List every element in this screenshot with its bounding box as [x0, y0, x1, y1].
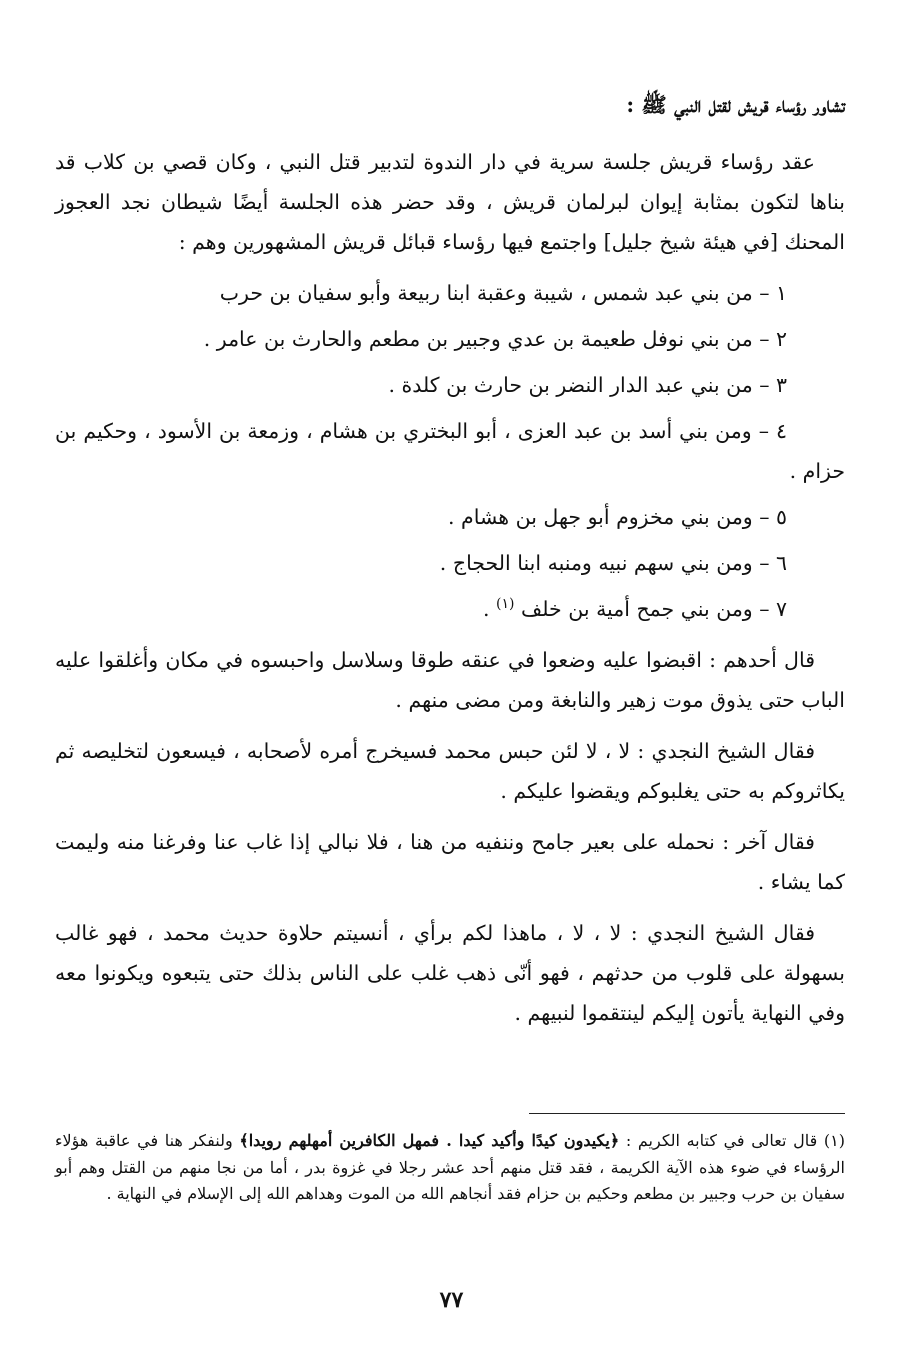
footnote-divider — [529, 1113, 845, 1114]
list-item-6: ٦ – ومن بني سهم نبيه ومنبه ابنا الحجاج . — [439, 551, 787, 575]
footnote — [55, 1128, 845, 1208]
footnote-reference: (١) — [496, 596, 515, 613]
list-item-7-end: . — [483, 597, 497, 621]
footnote-quran-verse: ﴿يكيدون كيدًا وأكيد كيدا . فمهل الكافرين أمهلهم رويدا﴾ — [239, 1131, 620, 1150]
list-item-5: ٥ – ومن بني مخزوم أبو جهل بن هشام . — [448, 505, 787, 529]
paragraph-3: فقال الشيخ النجدي : لا ، لا لئن حبس محمد فسيخرج أمره لأصحابه ، فيسعون لتخليصه ثم يكاثروكم به حتى يغلبوكم ويقضوا عليكم . — [55, 739, 845, 803]
footnote-rest: ولنفكر هنا في عاقبة هؤلاء الرؤساء في ضوء هذه الآية الكريمة ، فقد قتل منهم أحد عشر رجلا في غزوة بدر ، أما من نجا منهم من القتل وهم أبو سفيان بن حرب وجبير بن مطعم وحكيم بن حزام فقد أنجاهم الله من الموت وهداهم الله إلى الإسلام في النهاية . — [55, 1131, 845, 1203]
list-item-7-text: ٧ – ومن بني جمح أمية بن خلف — [521, 597, 787, 621]
section-heading: تشاور رؤساء قريش لقتل النبي ﷺ : — [626, 92, 845, 117]
list-item-4: ٤ – ومن بني أسد بن عبد العزى ، أبو البختري بن هشام ، وزمعة بن الأسود ، وحكيم بن حزام . — [55, 419, 845, 483]
footnote-number: (١) — [823, 1131, 845, 1150]
list-item-2: ٢ – من بني نوفل طعيمة بن عدي وجبير بن مطعم والحارث بن عامر . — [203, 327, 787, 351]
list-item-3: ٣ – من بني عبد الدار النضر بن حارث بن كلدة . — [388, 373, 787, 397]
paragraph-4: فقال آخر : نحمله على بعير جامح وننفيه من هنا ، فلا نبالي إذا غاب عنا وفرغنا منه وليمت كما يشاء . — [55, 830, 845, 894]
footnote-lead: قال تعالى في كتابه الكريم : — [619, 1131, 824, 1150]
paragraph-5: فقال الشيخ النجدي : لا ، لا ، ماهذا لكم برأي ، أنسيتم حلاوة حديث محمد ، فهو غالب بسهولة على قلوب من حدثهم ، فهو أنّى ذهب غلب على الناس بذلك حتى يتبعوه ويكونوا معه وفي النهاية يأتون إليكم لينتقموا لنبيهم . — [55, 921, 845, 1025]
paragraph-2: قال أحدهم : اقبضوا عليه وضعوا في عنقه طوقا وسلاسل واحبسوه في مكان وأغلقوا عليه الباب حتى يذوق موت زهير والنابغة ومن مضى منهم . — [55, 648, 845, 712]
page-number: ٧٧ — [439, 1287, 464, 1313]
list-item-7 — [55, 589, 845, 629]
list-item-1: ١ – من بني عبد شمس ، شيبة وعقبة ابنا ربيعة وأبو سفيان بن حرب — [219, 281, 787, 305]
main-text — [55, 142, 845, 1044]
intro-paragraph: عقد رؤساء قريش جلسة سرية في دار الندوة لتدبير قتل النبي ، وكان قصي بن كلاب قد بناها لتكون بمثابة إيوان لبرلمان قريش ، وقد حضر هذه الجلسة أيضًا شيطان نجد العجوز المحنك [في هيئة شيخ جليل] واجتمع فيها رؤساء قبائل قريش المشهورين وهم : — [55, 150, 845, 254]
